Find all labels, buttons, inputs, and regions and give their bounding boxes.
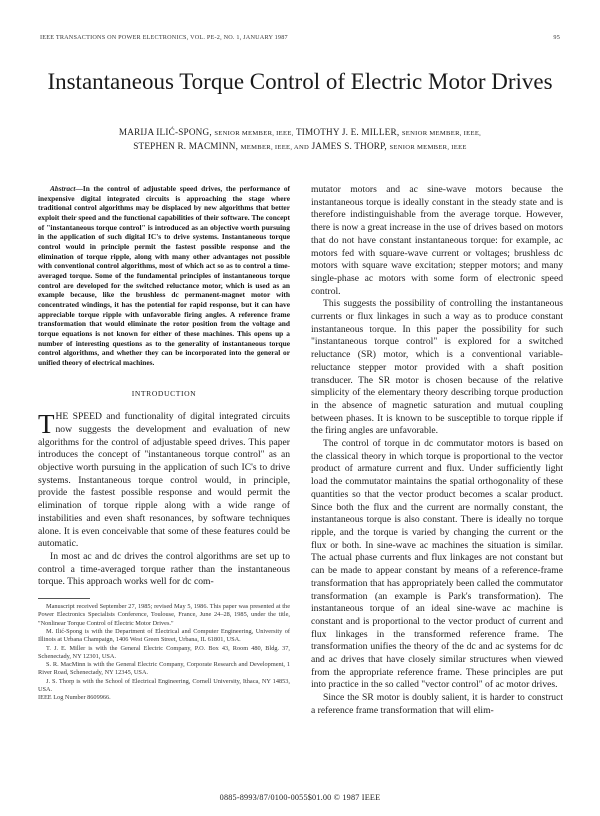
- page-number: 95: [553, 34, 560, 41]
- author-name: TIMOTHY J. E. MILLER,: [295, 127, 400, 137]
- drop-cap: T: [38, 409, 55, 440]
- author-name: JAMES S. THORP,: [311, 141, 387, 151]
- footnote-divider: [38, 598, 90, 599]
- abstract: [38, 184, 290, 367]
- copyright-footer: 0885-8993/87/0100-0055$01.00 © 1987 IEEE: [219, 793, 381, 802]
- left-column: [38, 184, 290, 703]
- author-list: [40, 126, 560, 154]
- abstract-text: In the control of adjustable speed drives, the performance of inexpensive digital integrated circuits is approaching the stage where traditional control algorithms may be displaced by new algorithms that better exploit their speed and the functional capabilities of their software. The concept of "instantaneous torque control" is introduced as an objective worth pursuing in the application of such digital IC's to drive systems. Instantaneous torque control would in principle permit the fastest possible response and the elimination of torque ripple, along with many other advantages not possible with conventional control algorithms, most of which act so as to control a time-averaged torque. Some of the fundamental principles of instantaneous torque control are developed for the switched reluctance motor, which is used as an example because, like the brushless dc permanent-magnet motor with concentrated windings, it has the potential for rapid response, but it can have appreciable torque ripple with unfavorable firing angles. A reference frame transformation that would eliminate the rotor position from the voltage and torque equations is not known for either of these machines. This opens up a number of interesting questions as to the generality of instantaneous torque control algorithms, and whether they can be incorporated into the general or unified theory of electrical machines.: [38, 184, 290, 367]
- author-line-1: [40, 126, 560, 140]
- author-grade: SENIOR MEMBER, IEEE,: [214, 130, 294, 137]
- author-name: MARIJA ILIĆ-SPONG,: [118, 127, 212, 137]
- author-name: STEPHEN R. MACMINN,: [133, 141, 239, 151]
- section-heading-introduction: INTRODUCTION: [131, 389, 197, 399]
- author-grade: SENIOR MEMBER, IEEE: [389, 144, 467, 151]
- author-grade: MEMBER, IEEE, AND: [240, 144, 310, 151]
- body-paragraph-2: This suggests the possibility of controlling the instantaneous currents or flux linkages in such a way as to produce constant instantaneous torque. In this paper the possibility for such "instantaneous torque control" is explored for a switched reluctance (SR) motor, which is a conventional variable-reluctance stepper motor provided with a shaft position transducer. The SR motor is chosen because of the relative simplicity of the elementary theory describing torque production in the absence of magnetic saturation and mutual coupling between phases. It is known to be susceptible to torque ripple if the firing angles are unfavorable.: [311, 298, 563, 437]
- footnote-author-4: J. S. Thorp is with the School of Electrical Engineering, Cornell University, Ithaca, NY 14853, USA.: [38, 677, 290, 693]
- journal-line: IEEE TRANSACTIONS ON POWER ELECTRONICS, VOL. PE-2, NO. 1, JANUARY 1987: [40, 34, 288, 41]
- intro-paragraph-2: In most ac and dc drives the control algorithms are set up to control a time-averaged torque rather than the instantaneous torque. This approach works well for dc com-: [38, 550, 290, 588]
- right-column: [311, 184, 563, 718]
- author-line-2: [40, 140, 560, 154]
- footnote-author-1: M. Ilić-Spong is with the Department of Electrical and Computer Engineering, University of Illinois at Urbana Champaign, 1406 West Green Street, Urbana, IL 61801, USA.: [38, 627, 290, 644]
- running-header: [40, 34, 560, 41]
- body-paragraph-3: The control of torque in dc commutator motors is based on the classical theory in which torque is proportional to the vector product of armature current and flux. Under sufficiently light load the commutator maintains the spatial orthogonality of these quantities so that the vector product becomes a scalar product. Since both the flux and the current are normally constant, the instantaneous torque is also constant. There is ideally no torque ripple, and the torque is varied by changing the current or the flux or both. In sine-wave ac machines the situation is similar. The actual phase currents and flux linkages are not constant but can be made to appear constant by means of a reference-frame transformation that has appropriately been called the commutator transformation (an example is Park's transformation). The instantaneous torque of an ideal sine-wave ac machine is constant and is proportional to the vector product of current and flux linkages in the transformed reference frame. The transformation unifies the theory of the dc and ac systems for dc and ac drives that have closely similar structures when viewed from the appropriate reference frame. These principles are put into practice in the so called "vector control" of ac motor drives.: [311, 438, 563, 691]
- footnote-author-2: T. J. E. Miller is with the General Electric Company, P.O. Box 43, Room 480, Bldg. 37, Schenectady, NY 12301, USA.: [38, 644, 290, 660]
- abstract-label: Abstract—: [50, 184, 83, 193]
- intro-paragraph-1: [38, 411, 290, 551]
- author-grade: SENIOR MEMBER, IEEE,: [401, 130, 482, 137]
- body-paragraph-1: mutator motors and ac sine-wave motors because the instantaneous torque is ideally constant in the steady state and is therefore indistinguishable from the average torque. However, there is now a great increase in the use of drives based on motors that do not have constant instantaneous torque: for example, ac motors fed with square-wave current or voltages; brushless dc motors with square wave excitation; stepper motors; and many single-phase ac motors with some form of electronic speed control.: [311, 184, 563, 297]
- footnote-author-3: S. R. MacMinn is with the General Electric Company, Corporate Research and Development, 1 River Road, Schenectady, NY 12345, USA.: [38, 661, 290, 677]
- footnote-manuscript: Manuscript received September 27, 1985; revised May 5, 1986. This paper was presented at the Power Electronics Specialists Conference, Toulouse, France, June 24–28, 1985, under the title, "Nonlinear Torque Control of Electric Motor Drives.": [38, 603, 290, 627]
- footnote-log-number: IEEE Log Number 8609966.: [38, 694, 111, 702]
- body-paragraph-4: Since the SR motor is doubly salient, it is harder to construct a reference frame transformation that will elim-: [311, 692, 563, 716]
- paper-title: Instantaneous Torque Control of Electric Motor Drives: [47, 69, 553, 95]
- intro-paragraph-1-text: HE SPEED and functionality of digital integrated circuits now suggests the development and evaluation of new algorithms for the control of adjustable speed drives. This paper introduces the concept of "instantaneous torque control" as an objective worth pursuing in the application of such IC's to drive systems. Instantaneous torque control would, in principle, provide the fastest possible response and would permit the elimination of torque ripple along with a wide range of instabilities and even shaft resonances, by software techniques alone. It is even conceivable that some of these features could be automatic.: [38, 411, 290, 550]
